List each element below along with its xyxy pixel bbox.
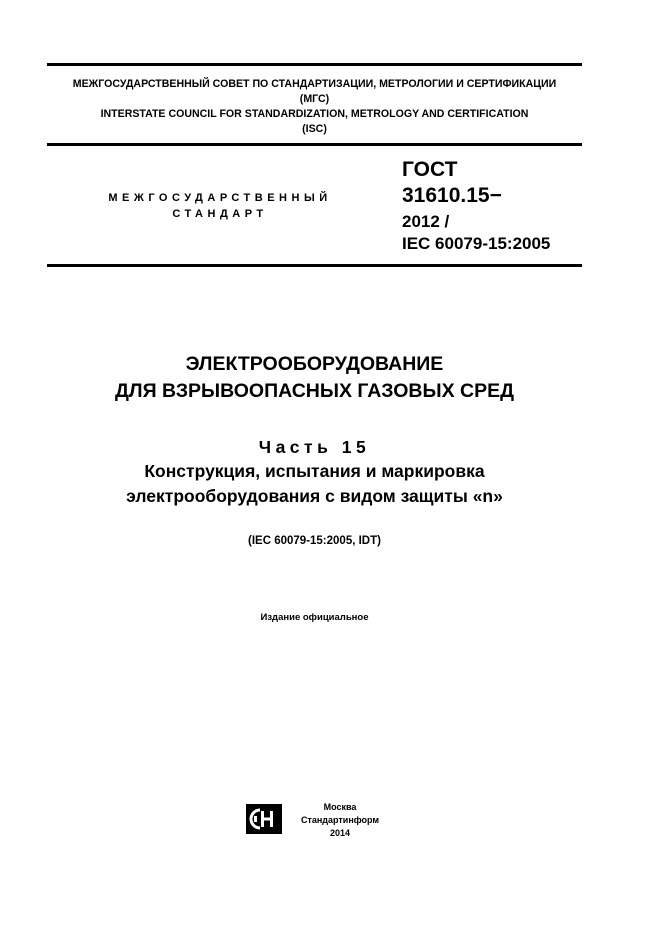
title-line2: ДЛЯ ВЗРЫВООПАСНЫХ ГАЗОВЫХ СРЕД <box>115 380 514 402</box>
council-header <box>47 77 582 137</box>
standard-code-line4: IEC 60079-15:2005 <box>402 234 551 253</box>
standard-code-line1: ГОСТ <box>402 158 458 181</box>
standard-code-line2: 31610.15− <box>402 184 502 207</box>
title-line1: ЭЛЕКТРООБОРУДОВАНИЕ <box>185 353 444 375</box>
part-number: Часть 15 <box>258 437 371 457</box>
standard-code <box>402 157 550 255</box>
standard-label <box>70 190 370 222</box>
document-subtitle <box>47 459 582 509</box>
council-abbr-ru: (МГС) <box>299 93 330 105</box>
top-rule <box>47 63 582 66</box>
standard-code-line3: 2012 / <box>402 212 450 231</box>
council-abbr-en: (ISC) <box>302 123 327 135</box>
council-name-en: INTERSTATE COUNCIL FOR STANDARDIZATION, METROLOGY AND CERTIFICATION <box>100 108 529 120</box>
standartinform-logo-icon <box>246 804 282 834</box>
publisher-city: Москва <box>323 802 357 812</box>
council-name-ru: МЕЖГОСУДАРСТВЕННЫЙ СОВЕТ ПО СТАНДАРТИЗАЦИИ, МЕТРОЛОГИИ И СЕРТИФИКАЦИИ <box>72 78 557 90</box>
publisher-name: Стандартинформ <box>300 815 380 825</box>
subtitle-line1: Конструкция, испытания и маркировка <box>144 461 485 481</box>
iec-reference: (IEC 60079-15:2005, IDT) <box>248 535 381 547</box>
publisher-info <box>290 801 390 840</box>
document-title <box>47 351 582 405</box>
subtitle-line2: электрооборудования с видом защиты «n» <box>126 486 503 506</box>
standard-divider <box>47 264 582 267</box>
header-divider <box>47 143 582 146</box>
standard-label-line1: МЕЖГОСУДАРСТВЕННЫЙ <box>108 192 332 204</box>
publication-year: 2014 <box>329 828 351 838</box>
edition-note: Издание официальное <box>260 612 369 623</box>
standard-label-line2: СТАНДАРТ <box>172 208 268 220</box>
